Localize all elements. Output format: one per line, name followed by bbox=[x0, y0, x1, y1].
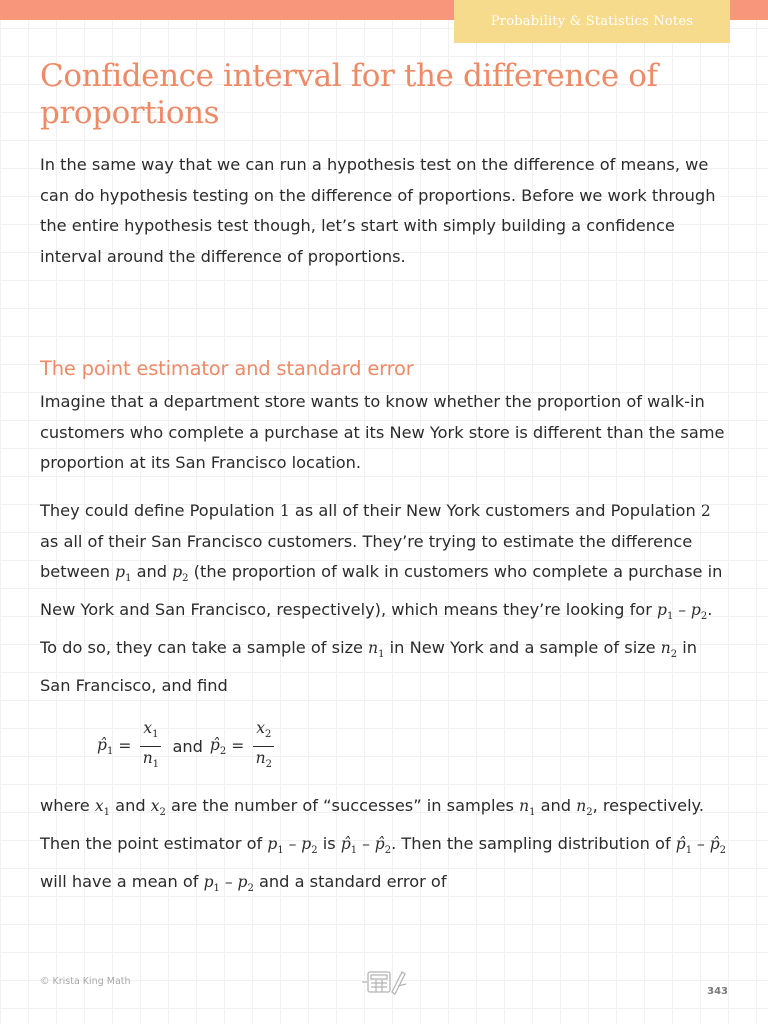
paragraph-estimator: where $x_1$ and $x_2$ are the number of “successes” in samples $n_1$ and $n_2$, respectively. Then the point estimator of $p_1 - p_2$ is $p̂_1$ – $p̂_2$. Then the sampling distribution of $p̂_1$ – $p̂_2$ will have a mean of $p_1 - p_2$ and a standard error of bbox=[40, 796, 727, 895]
math-p1-minus-p2: $p_1 - p_2$ bbox=[657, 601, 708, 623]
header-tab-label: Probability & Statistics Notes bbox=[490, 14, 694, 29]
math-n2: $n_2$ bbox=[660, 638, 678, 661]
page-title: Confidence interval for the difference of proportions bbox=[40, 58, 658, 131]
paragraph-populations: They could define Population 1 as all of their New York customers and Population 2 as all of their San Francisco customers. They’re trying to estimate the difference between $p_1$ and $p_2$ (the proportion of walk in customers who complete a purchase in New York and San Francisco, respectively), which means they’re looking for $p_1 - p_2$. To do so, they can take a sample of size $n_1$ in New York and a sample of size $n_2$ in San Francisco, and find bbox=[40, 500, 723, 695]
fraction-x2-n2: $\frac{x_2}{n_2}$ bbox=[253, 719, 274, 774]
math-p1: $p_1$ bbox=[115, 563, 132, 585]
header-tab bbox=[454, 0, 730, 43]
intro-paragraph: In the same way that we can run a hypothesis test on the difference of means, we can do hypothesis testing on the difference of proportions. Before we work through the entire hypothesis test though, let’s start with simply building a confidence interval around the difference of proportions. bbox=[40, 155, 716, 267]
calculator-pencil-icon bbox=[360, 966, 408, 996]
page-number: 343 bbox=[707, 986, 728, 997]
fraction-x1-n1: $\frac{x_1}{n_1}$ bbox=[140, 719, 161, 774]
section-heading: The point estimator and standard error bbox=[40, 356, 414, 380]
formula-and: and bbox=[172, 736, 203, 756]
math-p2: $p_2$ bbox=[172, 563, 189, 585]
footer-copyright: © Krista King Math bbox=[40, 976, 131, 987]
page-content bbox=[40, 58, 730, 905]
paragraph-scenario: Imagine that a department store wants to know whether the proportion of walk-in customers who complete a purchase at its New York store is different than the same proportion at its San Francisco location. bbox=[40, 391, 725, 473]
sample-proportion-formula: $p̂_1$ = $\frac{x_1}{n_1}$ and $p̂_2$ = $\frac{x_2}{n_2}$ bbox=[97, 717, 730, 775]
math-n1: $n_1$ bbox=[368, 638, 385, 661]
